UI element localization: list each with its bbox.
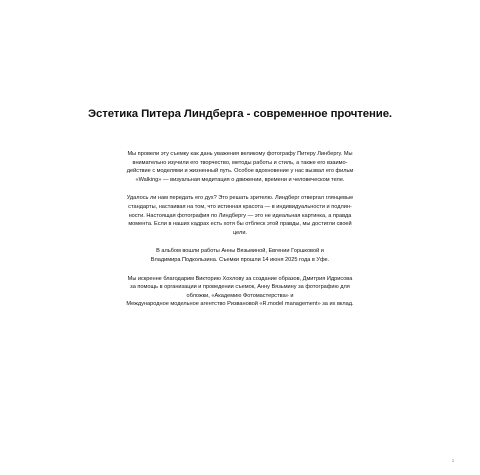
text-line: В альбом вошли работы Анны Вязьминой, Евгении Горшковой и: [156, 248, 324, 255]
paragraph-album: [100, 247, 380, 264]
text-line: момента. Если в наших кадрах есть хотя бы отблеск этой правды, мы достигли своей: [128, 221, 352, 228]
text-line: Владимира Подкользина. Съемки прошли 14 июня 2025 года в Уфе.: [150, 256, 330, 263]
text-line: за помощь в организации и проведении съемок, Анну Вязьмину за фотографию для: [130, 284, 350, 291]
paragraph-spirit: [100, 194, 380, 237]
text-line: Удалось ли нам передать его дух? Это решать зрителю. Линдберг отвергал глянцевые: [126, 195, 354, 202]
text-line: цели.: [232, 229, 247, 236]
text-line: Мы искренне благодарим Викторию Хохлову за создание образов, Дмитрия Идрисова: [127, 275, 353, 282]
paragraph-tribute: [100, 150, 380, 184]
text-line: обложки, «Академию Фотомастерства» и: [186, 292, 294, 299]
text-line: внимательно изучили его творчество, методы работы и стиль, а также его взаимо-: [132, 159, 348, 166]
page-title: Эстетика Питера Линдберга - современное прочтение.: [87, 108, 392, 120]
text-line: действие с моделями и жизненный путь. Особое вдохновение у нас вызвал его фильм: [126, 168, 354, 175]
text-line: «Walking» — визуальная медитация о движении, времени и человеческом теле.: [135, 176, 345, 183]
text-line: стандарты, настаивая на том, что истинная красота — в индивидуальности и подлин-: [128, 203, 352, 210]
text-line: Мы провели эту съемку как дань уважения великому фотографу Питеру Линбергу. Мы: [127, 151, 353, 157]
body-text: [100, 150, 380, 319]
text-line: Международное модельное агентство Ризвановой «R.model management» за их вклад.: [126, 301, 354, 308]
text-line: ности. Настоящая фотография по Линдбергу — это не идеальная картинка, а правда: [128, 212, 352, 219]
paragraph-acknowledgements: [100, 275, 380, 309]
page-number: 1: [451, 458, 455, 463]
